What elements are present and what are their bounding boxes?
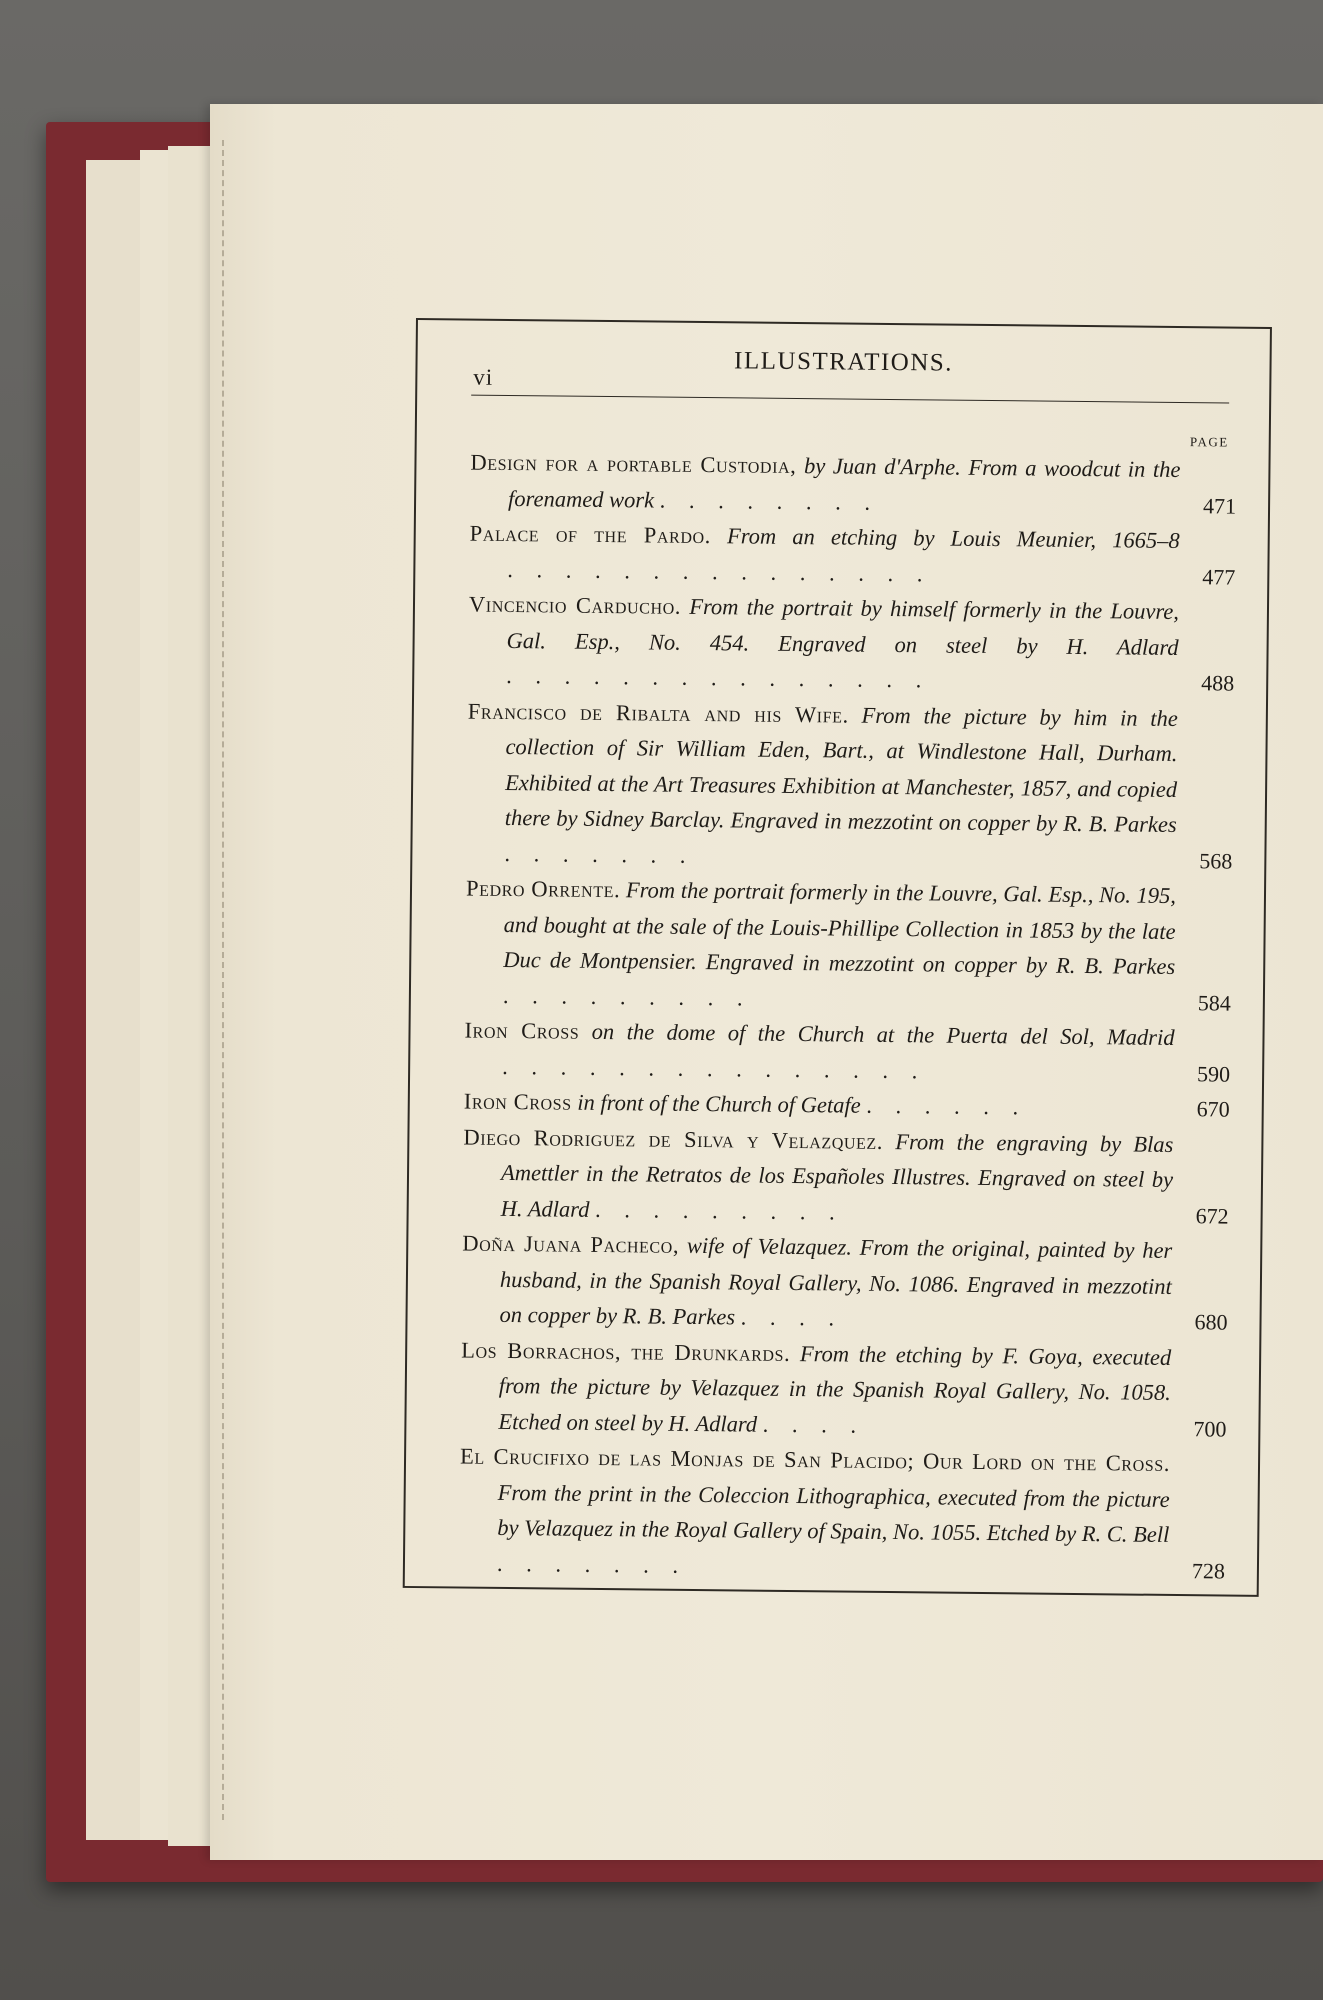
folio-number: vi [473,364,494,390]
illustrations-list-frame [403,318,1272,1597]
illustration-entries [459,445,1237,1589]
entry-page-number: 728 [1191,1557,1226,1584]
dot-leader: . . . . . . . . [659,487,880,515]
list-item [466,693,1234,879]
entry-page-number: 590 [1197,1060,1231,1087]
entry-caption: by Juan d'Arphe. From a woodcut in the forenamed work [507,453,1181,513]
dot-leader: . . . . [762,1411,866,1438]
page-column-label: PAGE [1189,434,1229,450]
gutter-stitching [222,140,225,1820]
dot-leader: . . . . . . . [496,1550,688,1578]
entry-caption: in front of the Church of Getafe [577,1089,861,1118]
entry-page-number: 700 [1193,1415,1227,1442]
dot-leader: . . . . [740,1304,844,1331]
dot-leader: . . . . . . . . . . . . . . . [507,556,932,586]
entry-caption: From the etching by F. Goya, executed from the picture by Velazquez in the Spanish Royal Gallery, No. 1058. Etched on steel by H. Adlard [498,1340,1172,1437]
entry-page-number: 471 [1202,492,1237,519]
list-item [470,445,1237,524]
entry-title: Design for a portable Custodia, [470,449,797,478]
entry-title: El Crucifixo de las Monjas de San Placido; Our Lord on the Cross. [459,1443,1171,1476]
entry-caption: wife of Velazquez. From the original, painted by her husband, in the Spanish Royal Gallery, No. 1086. Engraved in mezzotint on copper by R. B. Parkes [499,1232,1173,1330]
header-rule [471,395,1229,404]
entry-caption: From an etching by Louis Meunier, 1665–8 [726,523,1180,554]
entry-page-number: 584 [1197,989,1232,1016]
list-item [460,1332,1227,1447]
dot-leader: . . . . . . [866,1092,1028,1120]
entry-title: Iron Cross [463,1088,572,1115]
entry-caption: From the picture by him in the collection of Sir William Eden, Bart., at Windlestone Hall, Durham. Exhibited at the Art Treasures Exhibition at Manchester, 1857, and copied there by Sidney Barclay. Engraved in mezzotint on copper by R. B. Parkes [504,702,1178,837]
entry-caption: From the engraving by Blas Amettler in the Retratos de los Españoles Illustres. Engraved on steel by H. Adlard [500,1128,1174,1222]
entry-page-number: 670 [1196,1096,1230,1122]
list-item [469,516,1236,595]
entry-page-number: 672 [1195,1202,1229,1229]
running-title: ILLUSTRATIONS. [733,347,954,377]
entry-title: Francisco de Ribalta and his Wife. [467,698,849,728]
list-item [465,871,1232,1021]
dot-leader: . . . . . . . . . . . . . . . [506,662,931,693]
entry-caption: on the dome of the Church at the Puerta del Sol, Madrid [591,1018,1175,1050]
dot-leader: . . . . . . . . . . . . . . . [502,1053,927,1083]
dot-leader: . . . . . . . . . [502,982,752,1011]
entry-page-number: 477 [1202,563,1236,590]
entry-title: Doña Juana Pacheco, [462,1230,680,1258]
entry-caption: From the portrait formerly in the Louvre, Gal. Esp., No. 195, and bought at the sale of the Louis-Phillipe Collection in 1853 by the late Duc de Montpensier. Engraved in mezzotint on copper by R. B. Parkes [503,877,1177,979]
entry-caption: From the portrait by himself formerly in the Louvre, Gal. Esp., No. 454. Engraved on steel by H. Adlard [506,593,1180,660]
entry-title: Vincencio Carducho. [468,591,682,619]
entry-page-number: 568 [1199,847,1233,874]
entry-page-number: 488 [1201,670,1235,696]
list-item [468,587,1235,702]
entry-title: Los Borrachos, the Drunkards. [461,1337,791,1366]
entry-page-number: 680 [1194,1309,1228,1335]
entry-title: Diego Rodriguez de Silva y Velazquez. [463,1124,884,1154]
dot-leader: . . . . . . . [504,840,695,868]
list-item [462,1119,1229,1234]
entry-title: Palace of the Pardo. [469,520,712,549]
list-item [464,1013,1231,1092]
list-item [461,1226,1228,1341]
dot-leader: . . . . . . . . . [594,1196,844,1225]
entry-caption: From the print in the Coleccion Lithographica, executed from the picture by Velazquez in the Royal Gallery of Spain, No. 1055. Etched by R. C. Bell [497,1479,1170,1547]
entry-title: Pedro Orrente. [465,875,621,903]
entry-title: Iron Cross [464,1017,580,1044]
list-item [459,1439,1226,1589]
